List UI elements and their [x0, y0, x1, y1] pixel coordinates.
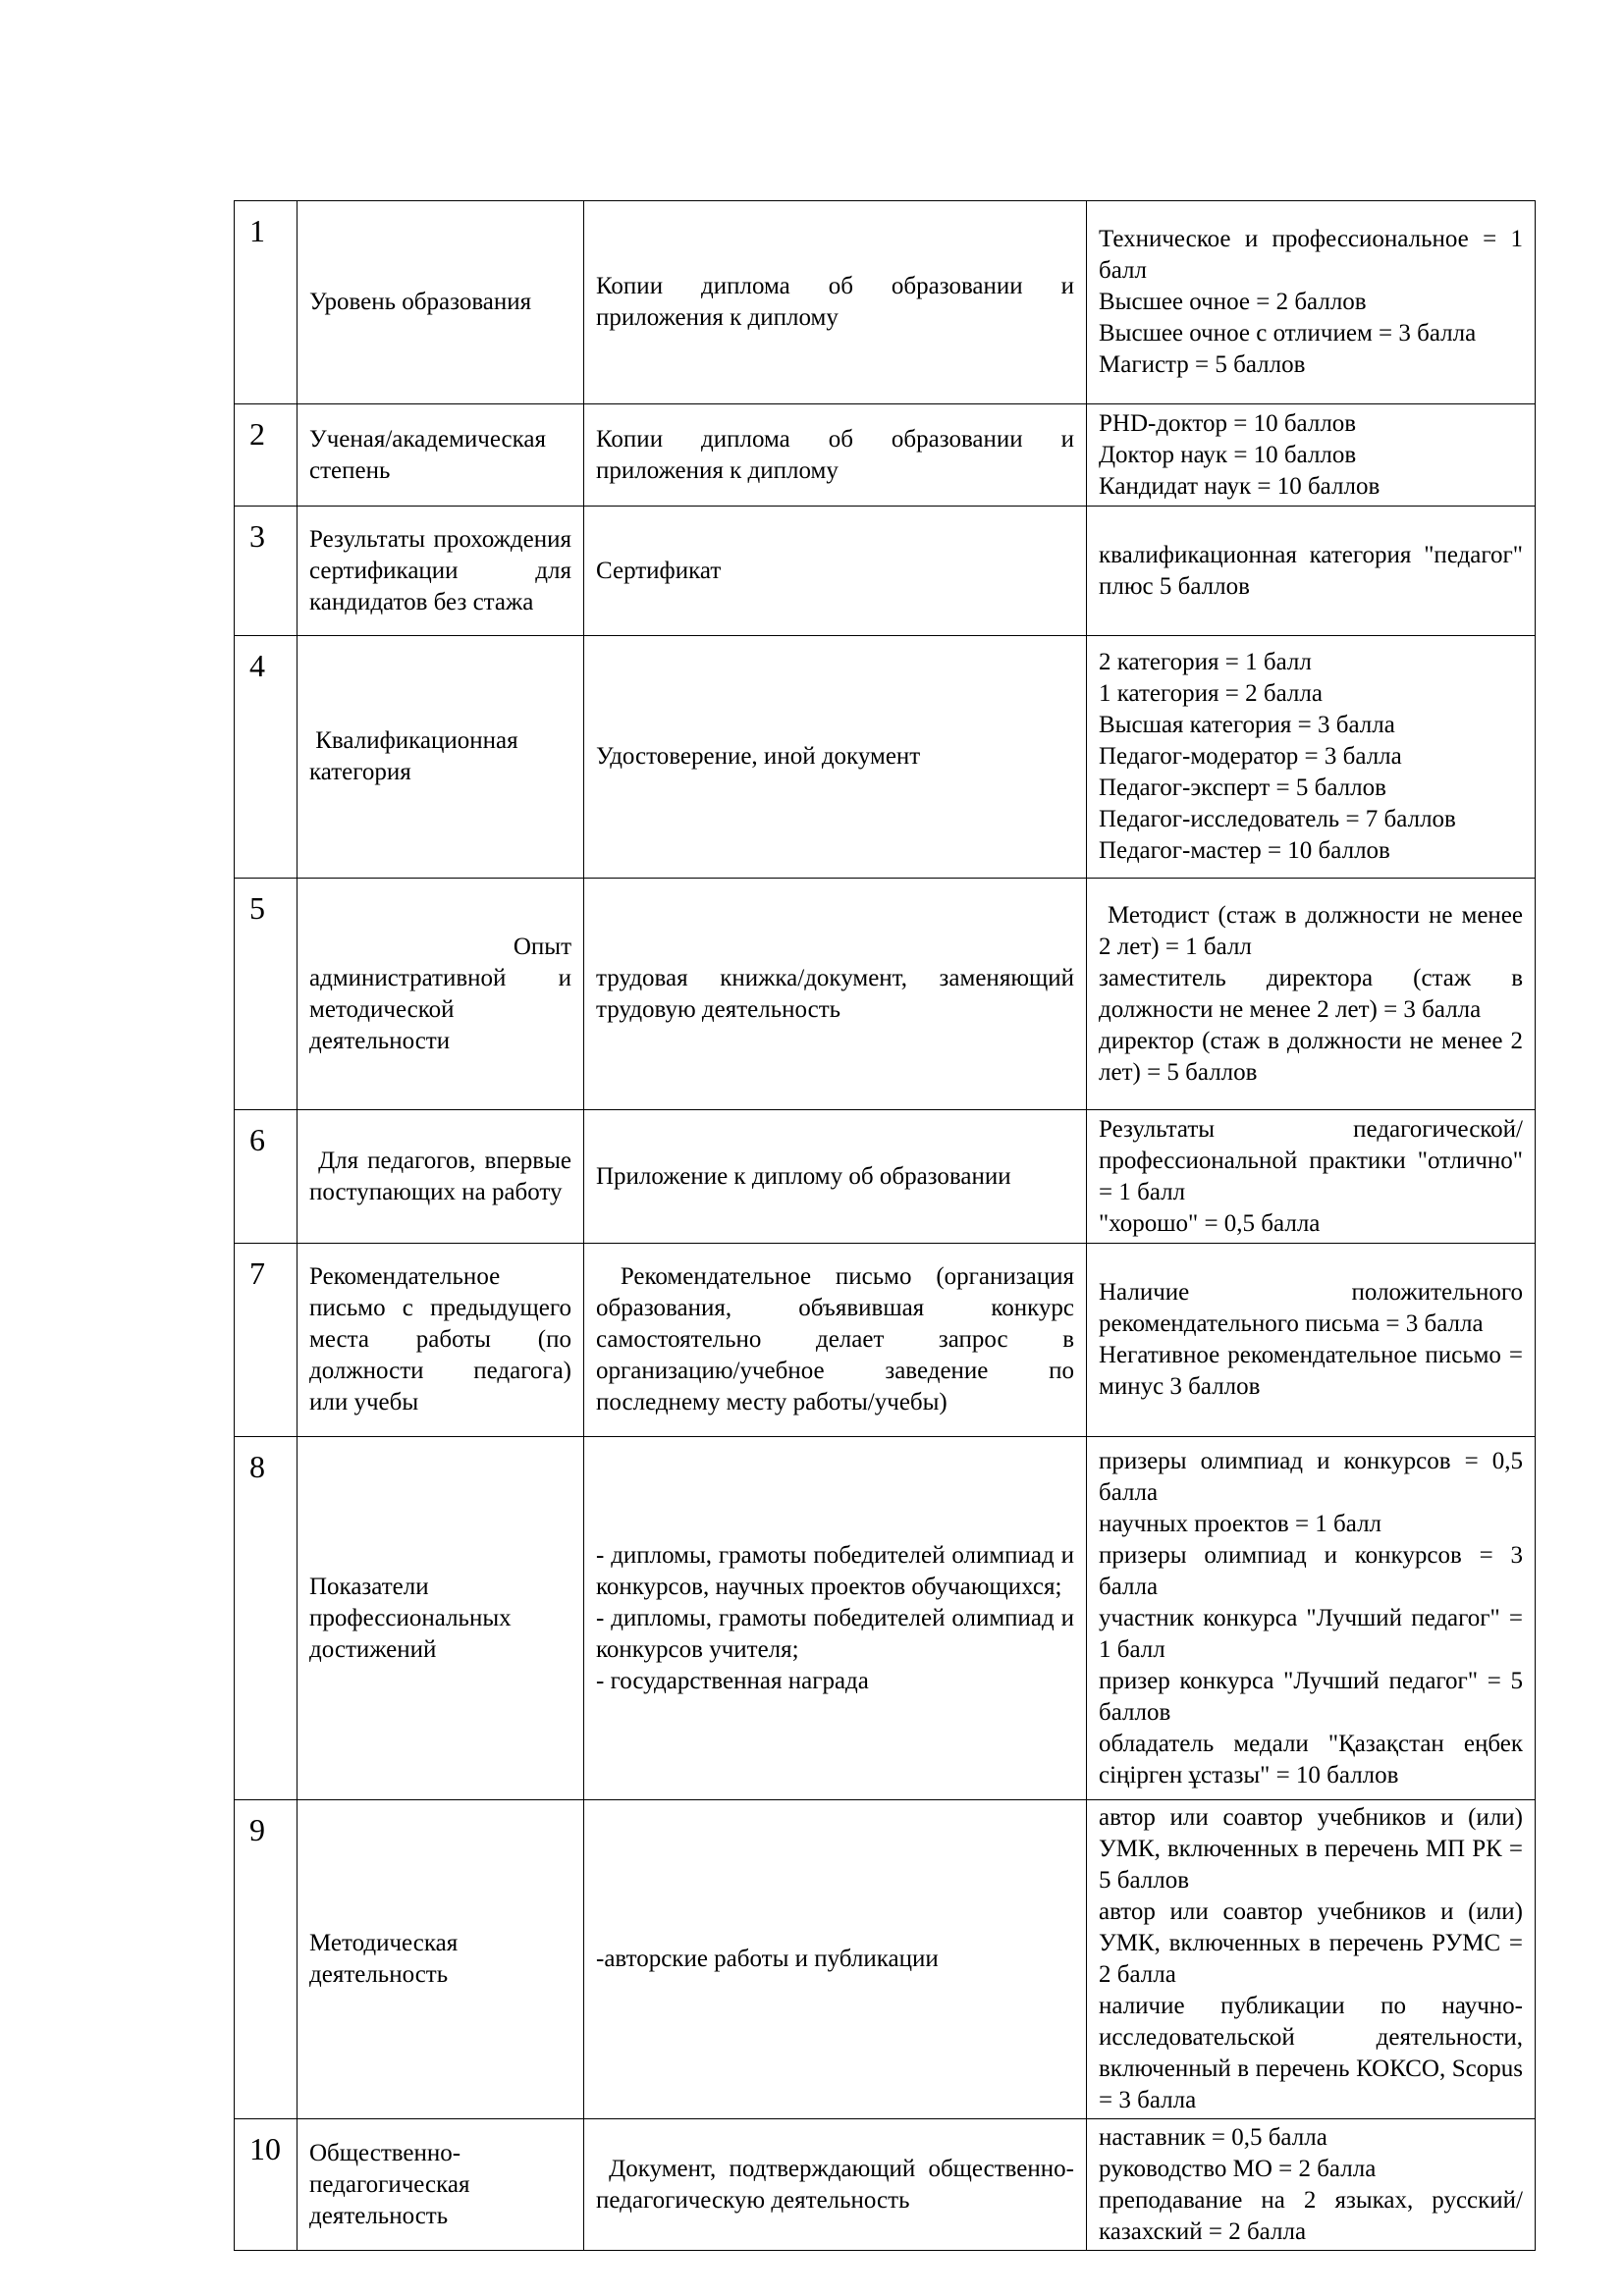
points-line: Наличие положительного рекомендательного письма = 3 балла	[1099, 1279, 1523, 1337]
row-number: 8	[235, 1437, 298, 1800]
points-line: PHD-доктор = 10 баллов	[1099, 409, 1357, 437]
points-line: Методист (стаж в должности не менее 2 лет) = 1 балл	[1099, 901, 1530, 960]
points-line: "хорошо" = 0,5 балла	[1099, 1209, 1321, 1237]
points-cell	[1087, 879, 1536, 1110]
table-row	[235, 1437, 1536, 1800]
points-line: Педагог-мастер = 10 баллов	[1099, 837, 1390, 864]
points-line: Педагог-модератор = 3 балла	[1099, 743, 1402, 770]
table-row	[235, 636, 1536, 879]
criterion-cell: Ученая/академическая степень	[298, 404, 584, 507]
points-line: руководство МО = 2 балла	[1099, 2155, 1377, 2182]
points-cell	[1087, 1244, 1536, 1437]
table-row	[235, 507, 1536, 636]
points-line: автор или соавтор учебников и (или) УМК, включенных в перечень РУМС = 2 балла	[1099, 1898, 1523, 1988]
criterion-cell: Для педагогов, впервые поступающих на работу	[298, 1110, 584, 1244]
document-cell: Копии диплома об образовании и приложения к диплому	[584, 201, 1087, 404]
document-cell: -авторские работы и публикации	[584, 1800, 1087, 2119]
points-line: наставник = 0,5 балла	[1099, 2123, 1327, 2151]
table-row	[235, 1110, 1536, 1244]
criterion-cell: Квалификационная категория	[298, 636, 584, 879]
criterion-cell: Показатели профессиональных достижений	[298, 1437, 584, 1800]
points-line: призер конкурса "Лучший педагог" = 5 баллов	[1099, 1667, 1523, 1726]
points-line: Педагог-исследователь = 7 баллов	[1099, 806, 1456, 832]
points-line: Высшее очное = 2 баллов	[1099, 289, 1367, 315]
points-line: Доктор наук = 10 баллов	[1099, 441, 1357, 468]
row-number: 2	[235, 404, 298, 507]
row-number: 1	[235, 201, 298, 404]
points-line: преподавание на 2 языках, русский/казахский = 2 балла	[1099, 2186, 1523, 2245]
points-cell	[1087, 507, 1536, 636]
points-line: Педагог-эксперт = 5 баллов	[1099, 774, 1386, 801]
table-row	[235, 1244, 1536, 1437]
points-line: 2 категория = 1 балл	[1099, 649, 1312, 675]
table-row	[235, 404, 1536, 507]
document-line: - дипломы, грамоты победителей олимпиад и конкурсов учителя;	[596, 1604, 1074, 1663]
points-line: Результаты педагогической/ профессиональной практики "отлично" = 1 балл	[1099, 1115, 1523, 1205]
row-number: 4	[235, 636, 298, 879]
points-line: наличие публикации по научно-исследовательской деятельности, включенный в перечень КОКСО, Scopus = 3 балла	[1099, 1993, 1523, 2113]
points-line: заместитель директора (стаж в должности не менее 2 лет) = 3 балла	[1099, 964, 1523, 1023]
points-cell	[1087, 404, 1536, 507]
document-line: - дипломы, грамоты победителей олимпиад и конкурсов, научных проектов обучающихся;	[596, 1541, 1074, 1600]
points-line: Магистр = 5 баллов	[1099, 351, 1306, 378]
table-row	[235, 201, 1536, 404]
points-line: Кандидат наук = 10 баллов	[1099, 472, 1380, 500]
points-cell	[1087, 1110, 1536, 1244]
points-cell	[1087, 1800, 1536, 2119]
table-row	[235, 879, 1536, 1110]
points-line: призеры олимпиад и конкурсов = 0,5 балла	[1099, 1447, 1523, 1506]
document-cell: Удостоверение, иной документ	[584, 636, 1087, 879]
criterion-cell: Уровень образования	[298, 201, 584, 404]
row-number: 6	[235, 1110, 298, 1244]
document-cell: Копии диплома об образовании и приложения к диплому	[584, 404, 1087, 507]
criterion-cell: Опыт административной и методической деятельности	[298, 879, 584, 1110]
row-number: 7	[235, 1244, 298, 1437]
points-line: научных проектов = 1 балл	[1099, 1510, 1382, 1537]
points-line: квалификационная категория "педагог" плюс 5 баллов	[1099, 541, 1523, 600]
points-cell	[1087, 201, 1536, 404]
document-cell: трудовая книжка/документ, заменяющий трудовую деятельность	[584, 879, 1087, 1110]
criterion-cell: Результаты прохождения сертификации для кандидатов без стажа	[298, 507, 584, 636]
criterion-cell: Рекомендательное письмо с предыдущего места работы (по должности педагога) или учебы	[298, 1244, 584, 1437]
criterion-cell: Общественно-педагогическая деятельность	[298, 2119, 584, 2251]
points-line: автор или соавтор учебников и (или) УМК, включенных в перечень МП РК = 5 баллов	[1099, 1804, 1523, 1894]
points-line: обладатель медали "Қазақстан еңбек сіңірген ұстазы" = 10 баллов	[1099, 1730, 1523, 1789]
points-line: Высшая категория = 3 балла	[1099, 712, 1395, 738]
row-number: 5	[235, 879, 298, 1110]
points-line: Высшее очное с отличием = 3 балла	[1099, 320, 1477, 347]
table-row	[235, 1800, 1536, 2119]
points-line: директор (стаж в должности не менее 2 лет) = 5 баллов	[1099, 1027, 1523, 1086]
criteria-table	[234, 200, 1536, 2251]
document-cell: Сертификат	[584, 507, 1087, 636]
document-cell	[584, 1437, 1087, 1800]
document-cell: Приложение к диплому об образовании	[584, 1110, 1087, 1244]
row-number: 3	[235, 507, 298, 636]
table-row	[235, 2119, 1536, 2251]
criterion-cell: Методическая деятельность	[298, 1800, 584, 2119]
points-cell	[1087, 636, 1536, 879]
points-line: призеры олимпиад и конкурсов = 3 балла	[1099, 1541, 1523, 1600]
points-line: 1 категория = 2 балла	[1099, 680, 1323, 707]
row-number: 9	[235, 1800, 298, 2119]
points-line: Негативное рекомендательное письмо = минус 3 баллов	[1099, 1342, 1523, 1400]
points-line: Техническое и профессиональное = 1 балл	[1099, 226, 1523, 284]
points-line: участник конкурса "Лучший педагог" = 1 балл	[1099, 1604, 1523, 1663]
points-cell	[1087, 2119, 1536, 2251]
row-number: 10	[235, 2119, 298, 2251]
document-cell: Документ, подтверждающий общественно-педагогическую деятельность	[584, 2119, 1087, 2251]
points-cell	[1087, 1437, 1536, 1800]
document-line: - государственная награда	[596, 1667, 869, 1694]
document-cell: Рекомендательное письмо (организация образования, объявившая конкурс самостоятельно делает запрос в организацию/учебное заведение по последнему месту работы/учебы)	[584, 1244, 1087, 1437]
